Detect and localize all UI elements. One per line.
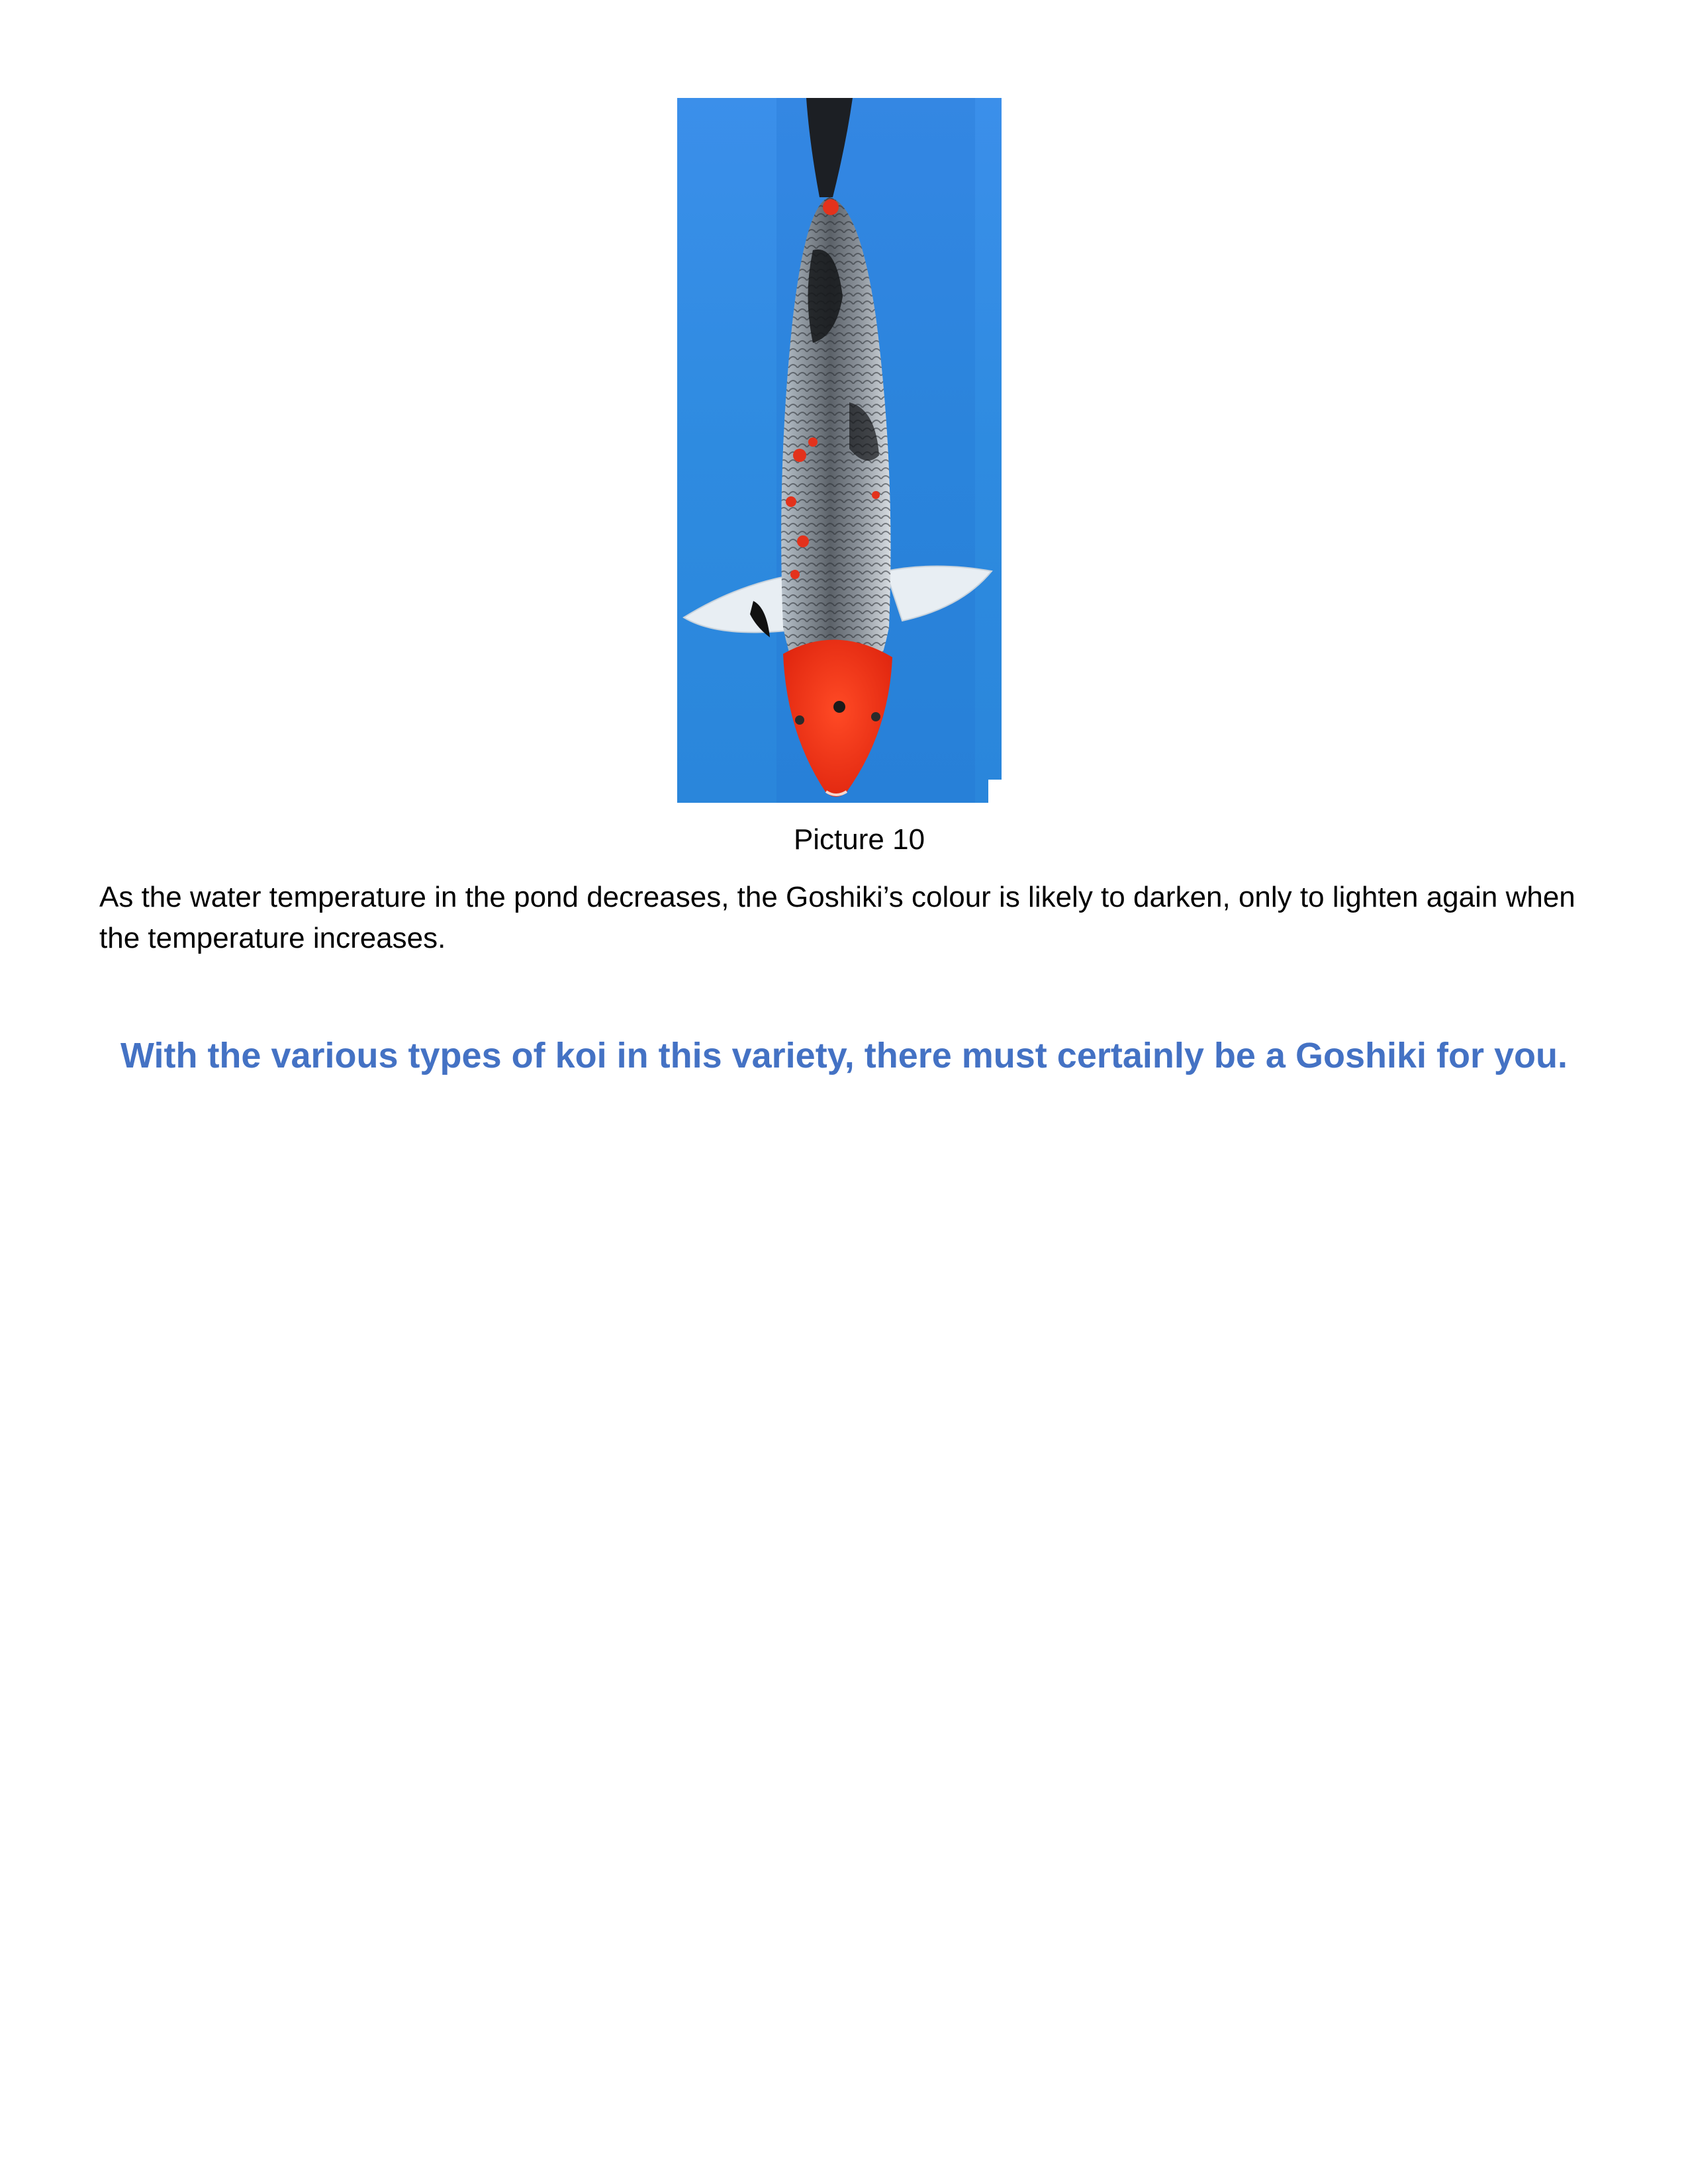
- koi-photo: [677, 98, 1002, 803]
- figure-caption: Picture 10: [793, 823, 925, 856]
- closing-statement: With the various types of koi in this variety, there must certainly be a Goshiki for you.: [120, 1036, 1568, 1075]
- koi-fish-image: [677, 98, 1002, 803]
- body-paragraph: As the water temperature in the pond decreases, the Goshiki’s colour is likely to darken, only to lighten again when the temperature increases.: [99, 881, 1575, 954]
